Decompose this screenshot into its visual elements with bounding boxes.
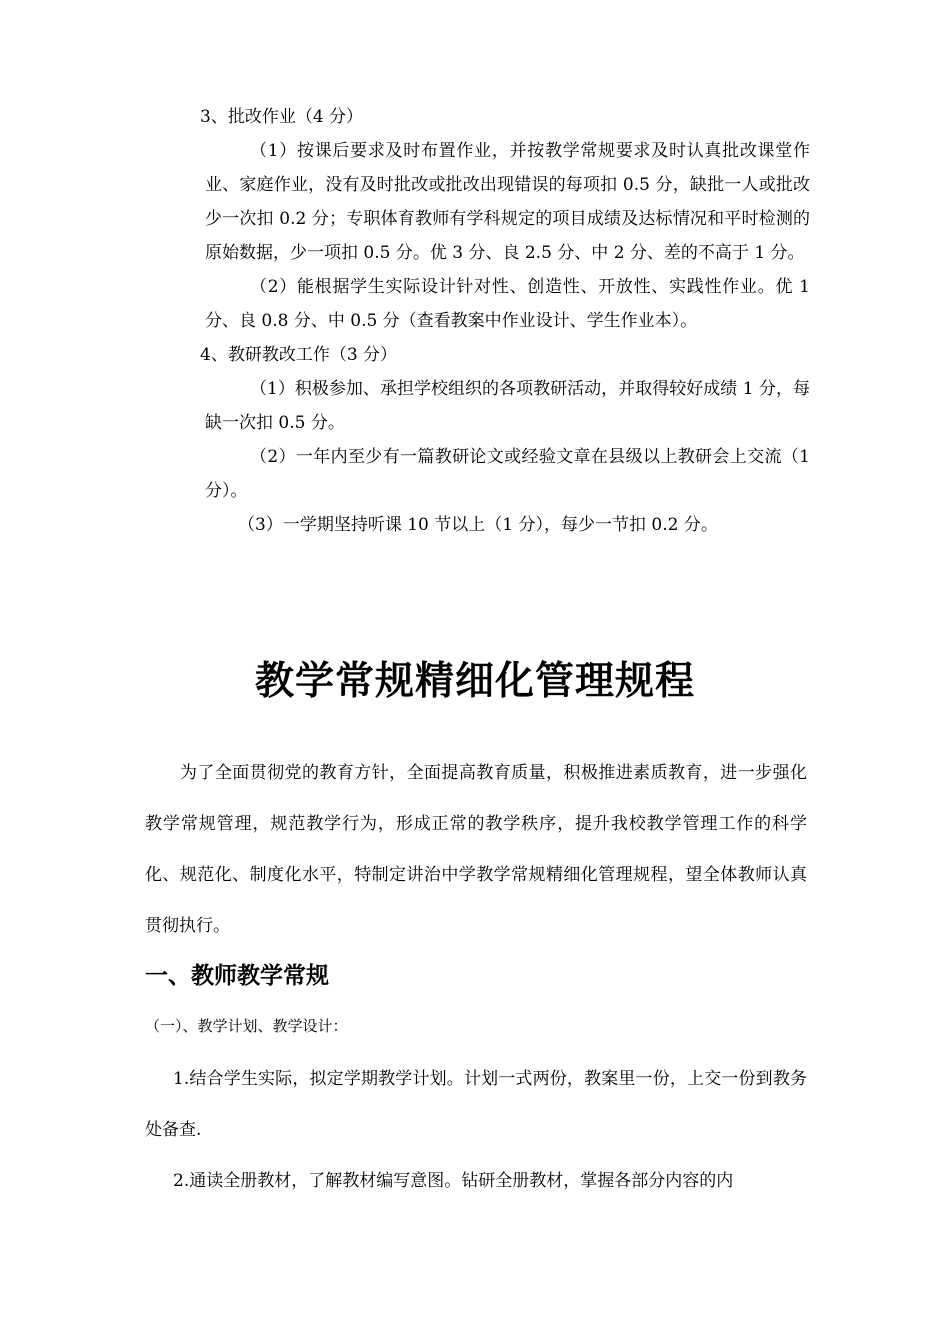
item-3-heading: 3、批改作业（4 分）: [200, 107, 364, 127]
item-3-2-paragraph: （2）能根据学生实际设计针对性、创造性、开放性、实践性作业。优 1 分、良 0.8 分、中 0.5 分（查看教案中作业设计、学生作业本）。: [205, 277, 810, 331]
item-4-2-paragraph: （2）一年内至少有一篇教研论文或经验文章在县级以上教研会上交流（1 分）。: [205, 447, 810, 501]
intro-paragraph: 为了全面贯彻党的教育方针，全面提高教育质量，积极推进素质教育，进一步强化教学常规管理，规范教学行为，形成正常的教学秩序，提升我校教学管理工作的科学化、规范化、制度化水平，特制定讲治中学教学常规精细化管理规程，望全体教师认真贯彻执行。: [145, 763, 807, 936]
regulation-body: [145, 748, 807, 1207]
list-item-2: 2.通读全册教材，了解教材编写意图。钻研全册教材，掌握各部分内容的内: [173, 1171, 734, 1191]
section-heading: 一、教师教学常规: [145, 963, 329, 989]
item-4-heading: 4、教研教改工作（3 分）: [200, 345, 398, 365]
item-4-3-paragraph: （3）一学期坚持听课 10 节以上（1 分），每少一节扣 0.2 分。: [238, 515, 718, 535]
list-item-1: 1.结合学生实际，拟定学期教学计划。计划一式两份，教案里一份，上交一份到教务处备查.: [145, 1069, 807, 1140]
page-title: 教学常规精细化管理规程: [254, 659, 695, 704]
item-3-1-paragraph: （1）按课后要求及时布置作业，并按教学常规要求及时认真批改课堂作业、家庭作业，没有及时批改或批改出现错误的每项扣 0.5 分，缺批一人或批改少一次扣 0.2 分；专职体育教师有学科规定的项目成绩及达标情况和平时检测的原始数据，少一项扣 0.5 分。优 3 分、良 2.5 分、中 2 分、差的不高于 1 分。: [205, 141, 810, 263]
item-4-1-paragraph: （1）积极参加、承担学校组织的各项教研活动，并取得较好成绩 1 分，每缺一次扣 0.5 分。: [205, 379, 810, 433]
scoring-rules-block: [200, 100, 810, 542]
subsection-heading: （一）、教学计划、教学设计：: [145, 1017, 348, 1035]
